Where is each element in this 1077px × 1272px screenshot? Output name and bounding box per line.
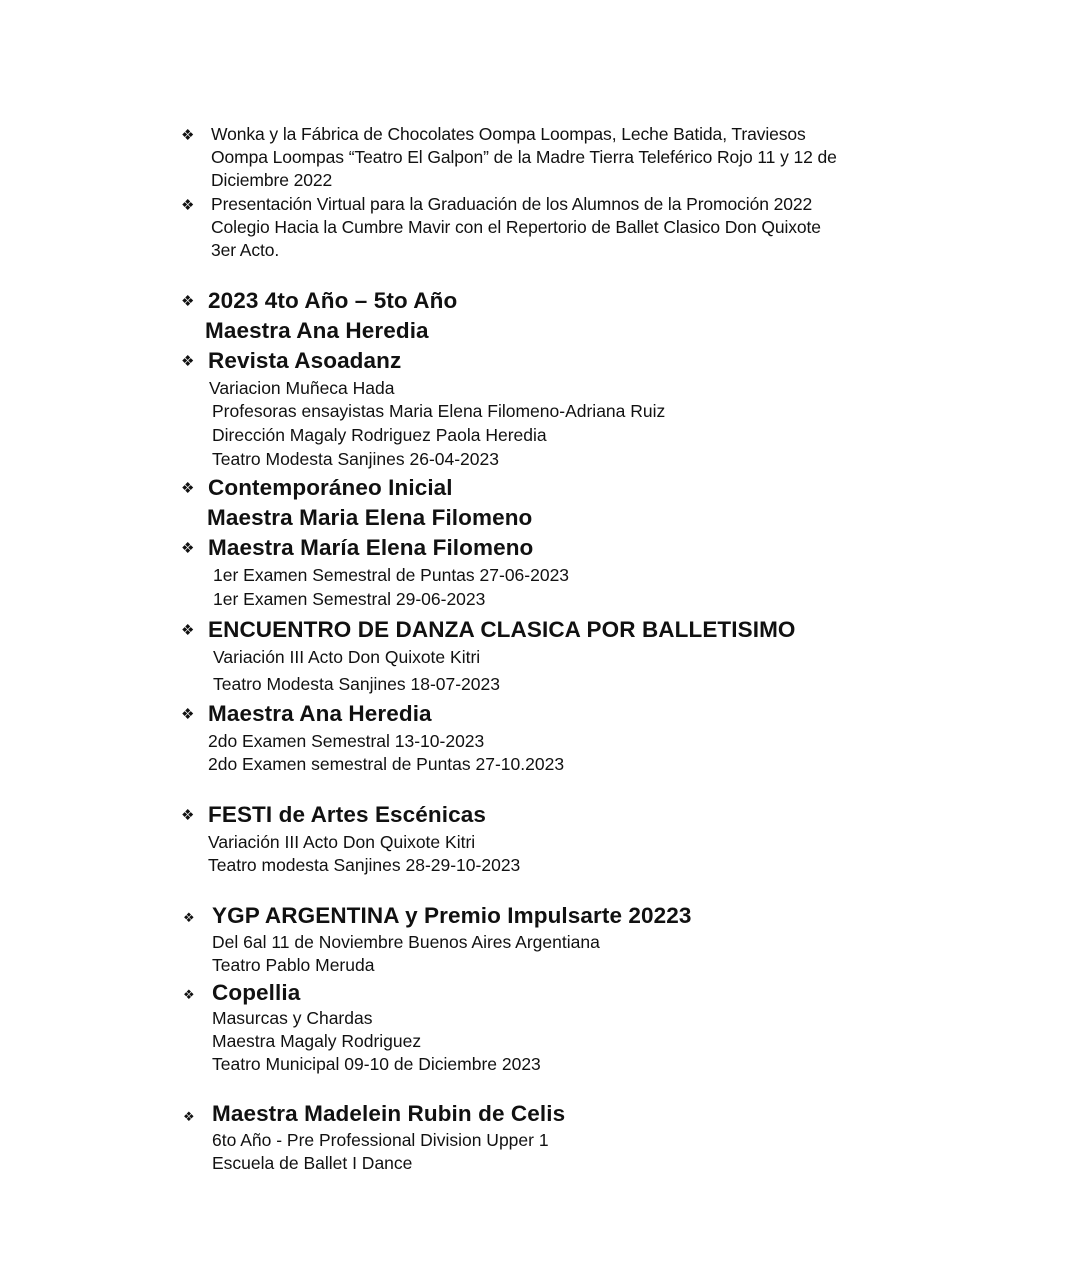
section-line: Teatro Modesta Sanjines 18-07-2023 [213,674,500,694]
bullet-icon: ❖ [181,480,195,497]
section-line: Del 6al 11 de Noviembre Buenos Aires Argentiana [212,932,600,952]
section-line: Dirección Magaly Rodriguez Paola Heredia [212,425,547,445]
section-line: 2do Examen semestral de Puntas 27-10.2023 [208,754,565,774]
section-heading: Copellia [212,980,301,1005]
section-line: Teatro Modesta Sanjines 26-04-2023 [212,449,499,469]
section-heading: Contemporáneo Inicial [208,475,453,500]
section-line: Escuela de Ballet I Dance [212,1153,413,1173]
section-line: 1er Examen Semestral de Puntas 27-06-2023 [213,565,570,585]
section-subheading: Maestra Ana Heredia [205,318,429,343]
entry-line: Diciembre 2022 [211,170,333,190]
section-line: Variación III Acto Don Quixote Kitri [208,832,476,852]
section-line: 1er Examen Semestral 29-06-2023 [213,589,486,609]
section-heading: ENCUENTRO DE DANZA CLASICA POR BALLETISIMO [208,617,796,642]
section-line: Teatro modesta Sanjines 28-29-10-2023 [208,855,521,875]
section-line: Variacion Muñeca Hada [209,378,395,398]
section-line: 6to Año - Pre Professional Division Upper 1 [212,1130,549,1150]
section-heading: Maestra Ana Heredia [208,701,432,726]
entry-line: Colegio Hacia la Cumbre Mavir con el Repertorio de Ballet Clasico Don Quixote [211,217,821,237]
bullet-icon: ❖ [183,987,195,1002]
bullet-icon: ❖ [181,622,195,639]
bullet-icon: ❖ [181,353,195,370]
section-line: Masurcas y Chardas [212,1008,373,1028]
section-heading: 2023 4to Año – 5to Año [208,288,458,313]
section-subheading: Maestra Maria Elena Filomeno [207,505,533,530]
bullet-icon: ❖ [181,706,195,723]
bullet-icon: ❖ [181,197,195,214]
entry-line: Wonka y la Fábrica de Chocolates Oompa Loompas, Leche Batida, Traviesos [211,124,806,144]
entry-line: Presentación Virtual para la Graduación de los Alumnos de la Promoción 2022 [211,194,813,214]
section-heading: Maestra María Elena Filomeno [208,535,534,560]
section-heading: YGP ARGENTINA y Premio Impulsarte 20223 [212,903,692,928]
section-heading: Revista Asoadanz [208,348,402,373]
bullet-icon: ❖ [183,1109,195,1124]
section-line: Variación III Acto Don Quixote Kitri [213,647,481,667]
section-line: Teatro Pablo Meruda [212,955,375,975]
section-line: 2do Examen Semestral 13-10-2023 [208,731,485,751]
section-line: Maestra Magaly Rodriguez [212,1031,422,1051]
section-heading: Maestra Madelein Rubin de Celis [212,1101,566,1126]
section-line: Profesoras ensayistas Maria Elena Filomeno-Adriana Ruiz [212,401,666,421]
bullet-icon: ❖ [181,293,195,310]
section-line: Teatro Municipal 09-10 de Diciembre 2023 [212,1054,541,1074]
entry-line: 3er Acto. [211,240,280,260]
bullet-icon: ❖ [183,910,195,925]
bullet-icon: ❖ [181,807,195,824]
bullet-icon: ❖ [181,540,195,557]
section-heading: FESTI de Artes Escénicas [208,802,486,827]
bullet-icon: ❖ [181,127,195,144]
entry-line: Oompa Loompas “Teatro El Galpon” de la Madre Tierra Teleférico Rojo 11 y 12 de [211,147,837,167]
